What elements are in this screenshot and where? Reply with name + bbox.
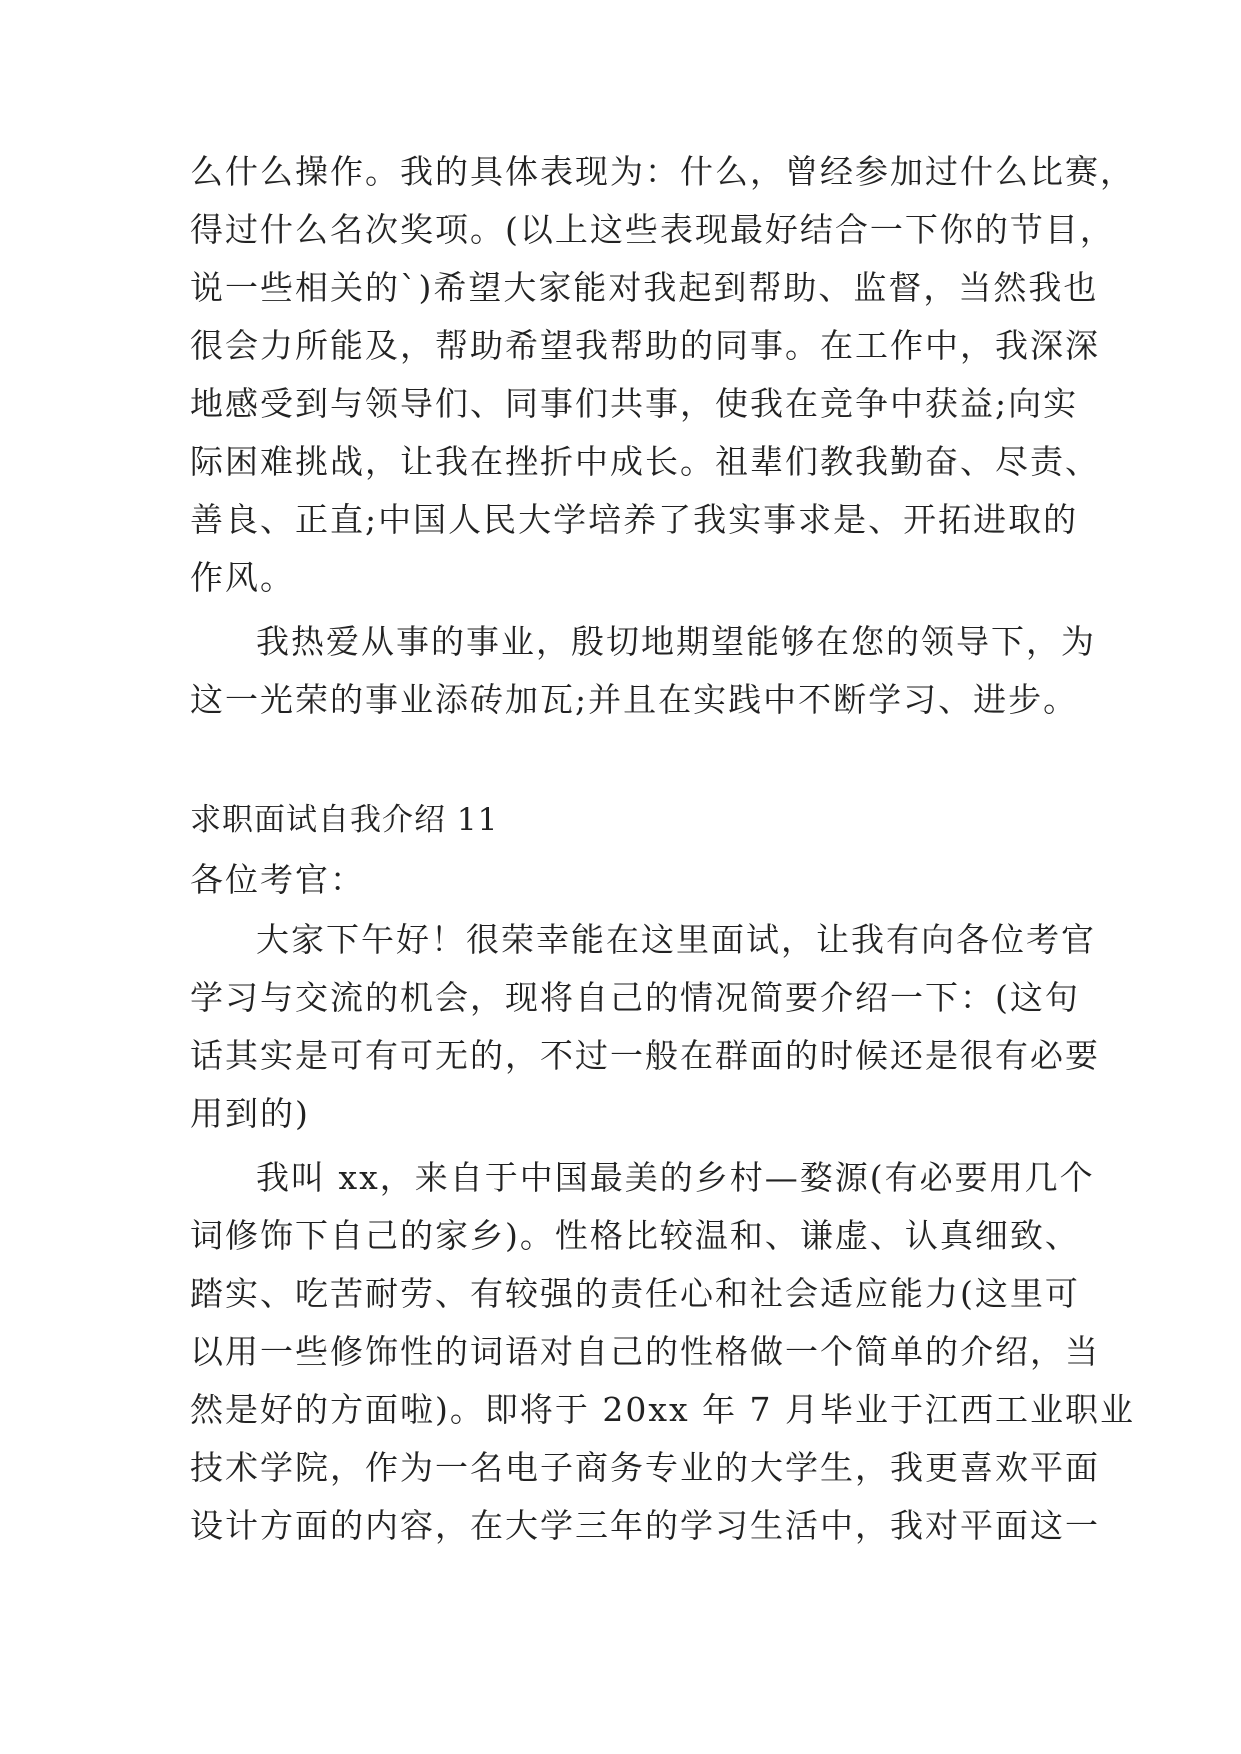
text-line: 作风。 xyxy=(190,558,295,597)
text-line: 学习与交流的机会，现将自己的情况简要介绍一下：(这句 xyxy=(190,978,1080,1017)
text-line: 善良、正直;中国人民大学培养了我实事求是、开拓进取的 xyxy=(190,500,1079,539)
text-line: 地感受到与领导们、同事们共事，使我在竞争中获益;向实 xyxy=(190,384,1079,423)
text-line: 技术学院，作为一名电子商务专业的大学生，我更喜欢平面 xyxy=(190,1448,1100,1487)
section-heading: 求职面试自我介绍 11 xyxy=(190,802,499,838)
text-line: 然是好的方面啦)。即将于 20xx 年 7 月毕业于江西工业职业 xyxy=(190,1390,1136,1429)
text-line: 用到的) xyxy=(190,1094,310,1133)
text-line: 踏实、吃苦耐劳、有较强的责任心和社会适应能力(这里可 xyxy=(190,1274,1080,1313)
text-line: 话其实是可有可无的，不过一般在群面的时候还是很有必要 xyxy=(190,1036,1100,1075)
text-line: 设计方面的内容，在大学三年的学习生活中，我对平面这一 xyxy=(190,1506,1100,1545)
text-line: 以用一些修饰性的词语对自己的性格做一个简单的介绍，当 xyxy=(190,1332,1100,1371)
text-line: 际困难挑战，让我在挫折中成长。祖辈们教我勤奋、尽责、 xyxy=(190,442,1100,481)
text-line: 我叫 xx，来自于中国最美的乡村—婺源(有必要用几个 xyxy=(256,1158,1095,1197)
text-line: 说一些相关的`)希望大家能对我起到帮助、监督，当然我也 xyxy=(190,268,1099,307)
text-line: 大家下午好！很荣幸能在这里面试，让我有向各位考官 xyxy=(256,920,1096,959)
text-line: 得过什么名次奖项。(以上这些表现最好结合一下你的节目， xyxy=(190,210,1115,249)
salutation: 各位考官： xyxy=(190,860,365,899)
text-line: 很会力所能及，帮助希望我帮助的同事。在工作中，我深深 xyxy=(190,326,1100,365)
text-line: 我热爱从事的事业，殷切地期望能够在您的领导下，为 xyxy=(256,622,1096,661)
text-line: 词修饰下自己的家乡)。性格比较温和、谦虚、认真细致、 xyxy=(190,1216,1080,1255)
text-line: 么什么操作。我的具体表现为：什么，曾经参加过什么比赛， xyxy=(190,152,1135,191)
text-line: 这一光荣的事业添砖加瓦;并且在实践中不断学习、进步。 xyxy=(190,680,1079,719)
